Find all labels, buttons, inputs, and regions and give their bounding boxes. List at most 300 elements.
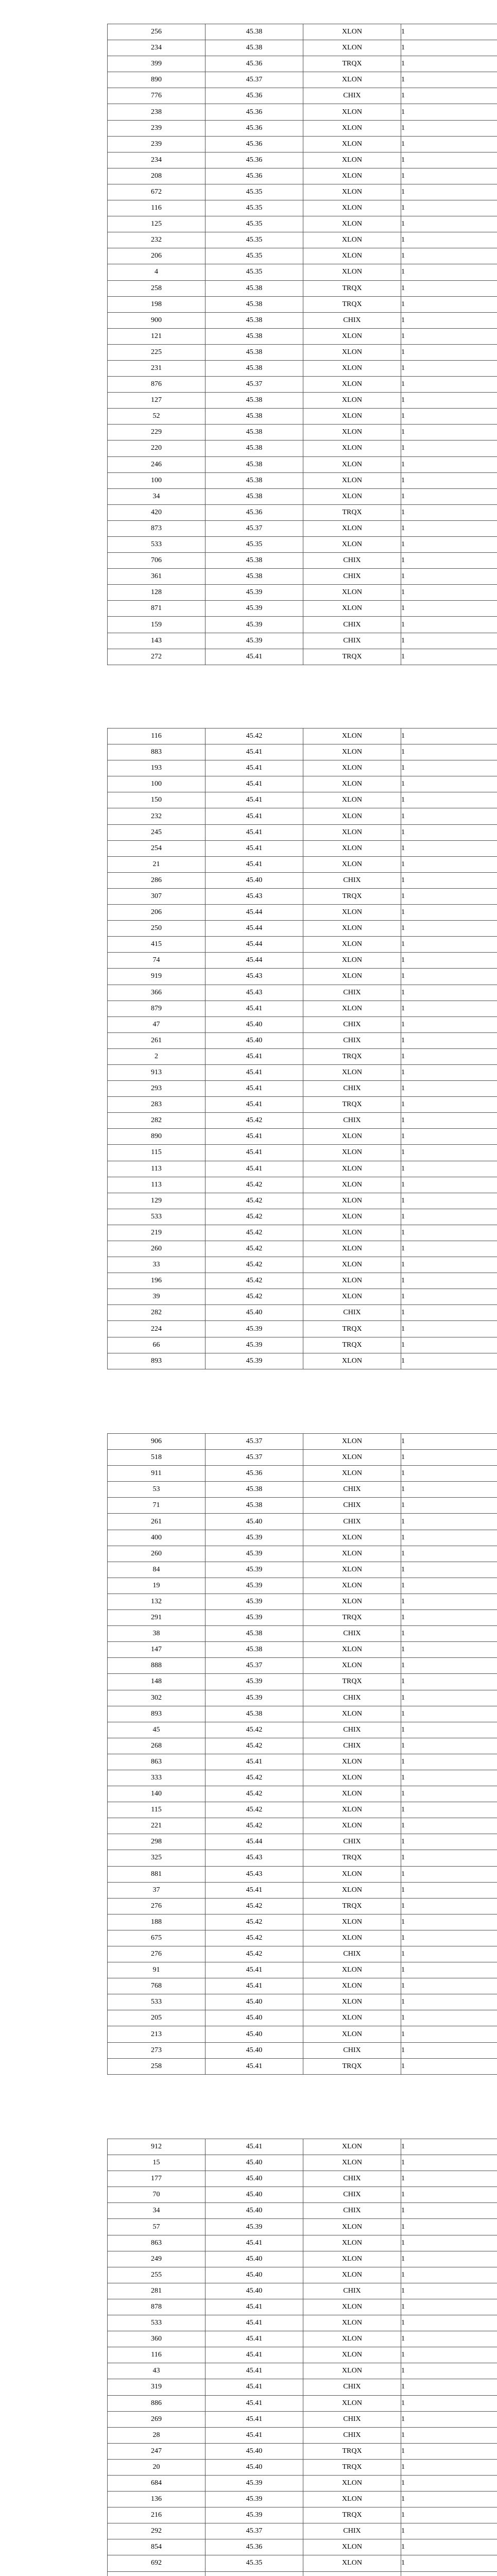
- time-cell: 1: [401, 1706, 497, 1722]
- volume-cell: 224: [108, 1321, 205, 1337]
- venue-cell: XLON: [303, 937, 401, 953]
- volume-cell: 34: [108, 488, 205, 504]
- table-row: [108, 808, 497, 824]
- volume-cell: 121: [108, 328, 205, 344]
- price-cell: 45.41: [205, 1978, 303, 1994]
- price-cell: 45.40: [205, 2010, 303, 2026]
- volume-cell: 100: [108, 472, 205, 488]
- volume-cell: 238: [108, 104, 205, 120]
- venue-cell: TRQX: [303, 296, 401, 312]
- price-cell: 45.39: [205, 2219, 303, 2235]
- venue-cell: XLON: [303, 1257, 401, 1273]
- volume-cell: 20: [108, 2459, 205, 2475]
- price-cell: 45.41: [205, 2411, 303, 2427]
- venue-cell: CHIX: [303, 1016, 401, 1032]
- time-cell: 1: [401, 1514, 497, 1530]
- price-cell: 45.42: [205, 1177, 303, 1193]
- volume-cell: 136: [108, 2492, 205, 2507]
- time-cell: 1: [401, 2171, 497, 2187]
- venue-cell: XLON: [303, 792, 401, 808]
- time-cell: 1: [401, 520, 497, 536]
- price-cell: 45.39: [205, 1578, 303, 1594]
- table-row: [108, 888, 497, 904]
- table-row: [108, 472, 497, 488]
- price-cell: 45.41: [205, 1882, 303, 1898]
- price-cell: 45.40: [205, 2283, 303, 2299]
- table-row: [108, 328, 497, 344]
- venue-cell: XLON: [303, 1578, 401, 1594]
- time-cell: 1: [401, 2187, 497, 2203]
- time-cell: 1: [401, 872, 497, 888]
- volume-cell: 286: [108, 872, 205, 888]
- venue-cell: XLON: [303, 488, 401, 504]
- price-cell: 45.35: [205, 200, 303, 216]
- table-row: [108, 2251, 497, 2267]
- time-cell: 1: [401, 1866, 497, 1882]
- volume-cell: 37: [108, 1882, 205, 1898]
- volume-cell: 258: [108, 280, 205, 296]
- venue-cell: XLON: [303, 728, 401, 744]
- table-row: [108, 601, 497, 617]
- time-cell: 1: [401, 2347, 497, 2363]
- table-row: [108, 2427, 497, 2443]
- table-row: [108, 1145, 497, 1161]
- time-cell: 1: [401, 1129, 497, 1145]
- time-cell: 1: [401, 2283, 497, 2299]
- price-cell: 45.35: [205, 264, 303, 280]
- venue-cell: XLON: [303, 1978, 401, 1994]
- volume-cell: 325: [108, 1850, 205, 1866]
- table-row: [108, 1706, 497, 1722]
- time-cell: 1: [401, 2379, 497, 2395]
- volume-cell: 420: [108, 504, 205, 520]
- venue-cell: CHIX: [303, 617, 401, 633]
- time-cell: 1: [401, 232, 497, 248]
- venue-cell: CHIX: [303, 1482, 401, 1498]
- table-row: [108, 856, 497, 872]
- volume-cell: 273: [108, 2042, 205, 2058]
- table-row: [108, 2523, 497, 2539]
- venue-cell: CHIX: [303, 2411, 401, 2427]
- volume-cell: 911: [108, 1466, 205, 1482]
- table-row: [108, 744, 497, 760]
- venue-cell: XLON: [303, 2331, 401, 2347]
- venue-cell: CHIX: [303, 569, 401, 585]
- volume-cell: 115: [108, 1145, 205, 1161]
- venue-cell: TRQX: [303, 1097, 401, 1113]
- volume-cell: 70: [108, 2187, 205, 2203]
- venue-cell: XLON: [303, 1161, 401, 1177]
- volume-cell: 260: [108, 1241, 205, 1257]
- venue-cell: XLON: [303, 601, 401, 617]
- volume-cell: 116: [108, 2347, 205, 2363]
- venue-cell: XLON: [303, 1434, 401, 1450]
- table-row: [108, 393, 497, 409]
- table-row: [108, 1754, 497, 1770]
- table-row: [108, 1032, 497, 1048]
- price-cell: 45.39: [205, 1594, 303, 1609]
- volume-cell: 208: [108, 168, 205, 184]
- venue-cell: CHIX: [303, 1113, 401, 1129]
- trades-table: [107, 1433, 497, 2075]
- time-cell: 1: [401, 921, 497, 937]
- venue-cell: XLON: [303, 40, 401, 56]
- time-cell: 1: [401, 1978, 497, 1994]
- venue-cell: XLON: [303, 840, 401, 856]
- table-row: [108, 633, 497, 649]
- venue-cell: XLON: [303, 2475, 401, 2491]
- table-row: [108, 824, 497, 840]
- venue-cell: CHIX: [303, 1738, 401, 1754]
- table-row: [108, 1466, 497, 1482]
- trades-table: [107, 24, 497, 665]
- volume-cell: 34: [108, 2203, 205, 2219]
- price-cell: 45.42: [205, 1738, 303, 1754]
- time-cell: 1: [401, 2042, 497, 2058]
- volume-cell: 84: [108, 1562, 205, 1578]
- price-cell: 45.38: [205, 312, 303, 328]
- price-cell: 45.41: [205, 808, 303, 824]
- time-cell: 1: [401, 1898, 497, 1914]
- volume-cell: 706: [108, 553, 205, 569]
- volume-cell: 906: [108, 1434, 205, 1450]
- table-row: [108, 1001, 497, 1016]
- venue-cell: CHIX: [303, 1626, 401, 1642]
- price-cell: 45.40: [205, 2267, 303, 2283]
- volume-cell: 255: [108, 2267, 205, 2283]
- volume-cell: 291: [108, 1610, 205, 1626]
- venue-cell: TRQX: [303, 280, 401, 296]
- volume-cell: 276: [108, 1946, 205, 1962]
- table-row: [108, 2459, 497, 2475]
- volume-cell: 147: [108, 1642, 205, 1658]
- table-row: [108, 409, 497, 425]
- venue-cell: TRQX: [303, 888, 401, 904]
- volume-cell: 261: [108, 1032, 205, 1048]
- price-cell: 45.41: [205, 824, 303, 840]
- time-cell: 1: [401, 2555, 497, 2571]
- trades-table-block-4: [107, 2139, 497, 2576]
- table-row: [108, 280, 497, 296]
- price-cell: 45.41: [205, 1048, 303, 1064]
- venue-cell: TRQX: [303, 1048, 401, 1064]
- price-cell: 45.41: [205, 1754, 303, 1770]
- time-cell: 1: [401, 1594, 497, 1609]
- table-row: [108, 2267, 497, 2283]
- volume-cell: 883: [108, 744, 205, 760]
- time-cell: 1: [401, 1209, 497, 1225]
- table-row: [108, 1129, 497, 1145]
- trades-table: [107, 2139, 497, 2576]
- time-cell: 1: [401, 1225, 497, 1241]
- volume-cell: 245: [108, 824, 205, 840]
- time-cell: 1: [401, 2010, 497, 2026]
- volume-cell: 256: [108, 24, 205, 40]
- time-cell: 1: [401, 856, 497, 872]
- price-cell: 45.42: [205, 1914, 303, 1930]
- price-cell: 45.36: [205, 168, 303, 184]
- price-cell: 45.38: [205, 360, 303, 376]
- price-cell: 45.41: [205, 1001, 303, 1016]
- time-cell: 1: [401, 1914, 497, 1930]
- venue-cell: XLON: [303, 2299, 401, 2315]
- time-cell: 1: [401, 200, 497, 216]
- time-cell: 1: [401, 744, 497, 760]
- time-cell: 1: [401, 393, 497, 409]
- price-cell: 45.36: [205, 120, 303, 136]
- venue-cell: CHIX: [303, 1690, 401, 1706]
- table-row: [108, 72, 497, 88]
- volume-cell: 249: [108, 2251, 205, 2267]
- venue-cell: XLON: [303, 1001, 401, 1016]
- price-cell: 45.43: [205, 888, 303, 904]
- time-cell: 1: [401, 264, 497, 280]
- venue-cell: XLON: [303, 2139, 401, 2155]
- venue-cell: XLON: [303, 184, 401, 200]
- price-cell: 45.39: [205, 617, 303, 633]
- volume-cell: 143: [108, 633, 205, 649]
- table-row: [108, 537, 497, 553]
- price-cell: 45.39: [205, 1321, 303, 1337]
- volume-cell: 100: [108, 776, 205, 792]
- time-cell: 1: [401, 2427, 497, 2443]
- table-row: [108, 2571, 497, 2576]
- table-row: [108, 1337, 497, 1353]
- volume-cell: 292: [108, 2523, 205, 2539]
- volume-cell: 140: [108, 1786, 205, 1802]
- table-row: [108, 840, 497, 856]
- time-cell: 1: [401, 840, 497, 856]
- price-cell: 45.35: [205, 537, 303, 553]
- table-row: [108, 312, 497, 328]
- table-row: [108, 1225, 497, 1241]
- table-row: [108, 872, 497, 888]
- volume-cell: 206: [108, 905, 205, 921]
- table-row: [108, 1946, 497, 1962]
- volume-cell: 272: [108, 649, 205, 665]
- table-row: [108, 1193, 497, 1209]
- venue-cell: CHIX: [303, 2187, 401, 2203]
- time-cell: 1: [401, 1610, 497, 1626]
- time-cell: 1: [401, 1193, 497, 1209]
- venue-cell: XLON: [303, 1450, 401, 1466]
- time-cell: 1: [401, 2492, 497, 2507]
- table-row: [108, 504, 497, 520]
- table-row: [108, 2042, 497, 2058]
- time-cell: 1: [401, 1546, 497, 1562]
- venue-cell: [303, 2571, 401, 2576]
- table-row: [108, 2363, 497, 2379]
- volume-cell: 4: [108, 264, 205, 280]
- volume-cell: 71: [108, 1498, 205, 1514]
- volume-cell: 307: [108, 888, 205, 904]
- venue-cell: XLON: [303, 776, 401, 792]
- price-cell: 45.38: [205, 344, 303, 360]
- price-cell: 45.39: [205, 1337, 303, 1353]
- price-cell: 45.37: [205, 377, 303, 393]
- time-cell: 1: [401, 985, 497, 1001]
- price-cell: 45.40: [205, 1032, 303, 1048]
- price-cell: 45.39: [205, 1610, 303, 1626]
- price-cell: 45.41: [205, 1081, 303, 1097]
- price-cell: 45.36: [205, 136, 303, 152]
- venue-cell: XLON: [303, 104, 401, 120]
- volume-cell: 91: [108, 1962, 205, 1978]
- price-cell: 45.43: [205, 985, 303, 1001]
- venue-cell: XLON: [303, 1962, 401, 1978]
- time-cell: 1: [401, 344, 497, 360]
- trades-table-block-1: [107, 24, 497, 665]
- volume-cell: 254: [108, 840, 205, 856]
- table-row: [108, 2010, 497, 2026]
- price-cell: 45.38: [205, 569, 303, 585]
- time-cell: 1: [401, 2539, 497, 2555]
- price-cell: 45.38: [205, 456, 303, 472]
- table-row: [108, 2395, 497, 2411]
- time-cell: 1: [401, 1001, 497, 1016]
- table-row: [108, 264, 497, 280]
- venue-cell: CHIX: [303, 2171, 401, 2187]
- price-cell: 45.41: [205, 792, 303, 808]
- time-cell: 1: [401, 585, 497, 601]
- venue-cell: XLON: [303, 1546, 401, 1562]
- venue-cell: XLON: [303, 744, 401, 760]
- venue-cell: XLON: [303, 1706, 401, 1722]
- venue-cell: XLON: [303, 2539, 401, 2555]
- time-cell: 1: [401, 1353, 497, 1369]
- venue-cell: XLON: [303, 216, 401, 232]
- table-row: [108, 776, 497, 792]
- price-cell: 45.38: [205, 1626, 303, 1642]
- time-cell: 1: [401, 328, 497, 344]
- venue-cell: XLON: [303, 456, 401, 472]
- price-cell: 45.41: [205, 840, 303, 856]
- price-cell: 45.40: [205, 1514, 303, 1530]
- table-row: [108, 1514, 497, 1530]
- price-cell: 45.39: [205, 1546, 303, 1562]
- table-row: [108, 1450, 497, 1466]
- venue-cell: XLON: [303, 760, 401, 776]
- table-row: [108, 1546, 497, 1562]
- time-cell: 1: [401, 1754, 497, 1770]
- price-cell: 45.44: [205, 953, 303, 969]
- volume-cell: 206: [108, 248, 205, 264]
- table-row: [108, 440, 497, 456]
- volume-cell: 52: [108, 409, 205, 425]
- venue-cell: XLON: [303, 969, 401, 985]
- table-row: [108, 1610, 497, 1626]
- time-cell: 1: [401, 2267, 497, 2283]
- volume-cell: 246: [108, 456, 205, 472]
- time-cell: 1: [401, 2507, 497, 2523]
- table-row: [108, 1209, 497, 1225]
- time-cell: 1: [401, 456, 497, 472]
- venue-cell: XLON: [303, 2363, 401, 2379]
- volume-cell: 219: [108, 1225, 205, 1241]
- price-cell: 45.35: [205, 232, 303, 248]
- price-cell: 45.36: [205, 88, 303, 104]
- time-cell: 1: [401, 1289, 497, 1305]
- venue-cell: XLON: [303, 824, 401, 840]
- volume-cell: 533: [108, 1994, 205, 2010]
- volume-cell: 74: [108, 953, 205, 969]
- price-cell: 45.36: [205, 1466, 303, 1482]
- time-cell: 1: [401, 1145, 497, 1161]
- price-cell: 45.44: [205, 1834, 303, 1850]
- volume-cell: 893: [108, 1353, 205, 1369]
- volume-cell: 21: [108, 856, 205, 872]
- table-row: [108, 456, 497, 472]
- table-row: [108, 1081, 497, 1097]
- venue-cell: XLON: [303, 2155, 401, 2171]
- volume-cell: 148: [108, 1674, 205, 1690]
- time-cell: 1: [401, 152, 497, 168]
- volume-cell: 193: [108, 760, 205, 776]
- volume-cell: 269: [108, 2411, 205, 2427]
- time-cell: 1: [401, 1450, 497, 1466]
- volume-cell: 302: [108, 1690, 205, 1706]
- price-cell: 45.37: [205, 72, 303, 88]
- time-cell: 1: [401, 472, 497, 488]
- table-row: [108, 792, 497, 808]
- table-row: [108, 152, 497, 168]
- table-row: [108, 2492, 497, 2507]
- venue-cell: XLON: [303, 921, 401, 937]
- time-cell: 1: [401, 24, 497, 40]
- venue-cell: XLON: [303, 168, 401, 184]
- table-row: [108, 1866, 497, 1882]
- volume-cell: 239: [108, 136, 205, 152]
- price-cell: 45.42: [205, 1225, 303, 1241]
- table-row: [108, 2379, 497, 2395]
- venue-cell: XLON: [303, 344, 401, 360]
- volume-cell: 47: [108, 1016, 205, 1032]
- table-row: [108, 1097, 497, 1113]
- time-cell: 1: [401, 2395, 497, 2411]
- time-cell: 1: [401, 377, 497, 393]
- price-cell: 45.42: [205, 1802, 303, 1818]
- volume-cell: 871: [108, 601, 205, 617]
- table-row: [108, 1994, 497, 2010]
- price-cell: 45.36: [205, 504, 303, 520]
- price-cell: 45.40: [205, 2042, 303, 2058]
- volume-cell: 128: [108, 585, 205, 601]
- table-row: [108, 2555, 497, 2571]
- table-row: [108, 488, 497, 504]
- time-cell: 1: [401, 2251, 497, 2267]
- time-cell: 1: [401, 440, 497, 456]
- volume-cell: 283: [108, 1097, 205, 1113]
- volume-cell: 876: [108, 377, 205, 393]
- price-cell: 45.37: [205, 1434, 303, 1450]
- venue-cell: XLON: [303, 1129, 401, 1145]
- volume-cell: 282: [108, 1305, 205, 1321]
- volume-cell: 366: [108, 985, 205, 1001]
- price-cell: 45.41: [205, 2139, 303, 2155]
- time-cell: 1: [401, 1321, 497, 1337]
- table-row: [108, 1482, 497, 1498]
- table-row: [108, 1738, 497, 1754]
- time-cell: 1: [401, 537, 497, 553]
- table-row: [108, 1064, 497, 1080]
- table-row: [108, 88, 497, 104]
- venue-cell: XLON: [303, 360, 401, 376]
- volume-cell: 282: [108, 1113, 205, 1129]
- venue-cell: XLON: [303, 409, 401, 425]
- time-cell: 1: [401, 2139, 497, 2155]
- volume-cell: 132: [108, 1594, 205, 1609]
- price-cell: 45.42: [205, 1930, 303, 1946]
